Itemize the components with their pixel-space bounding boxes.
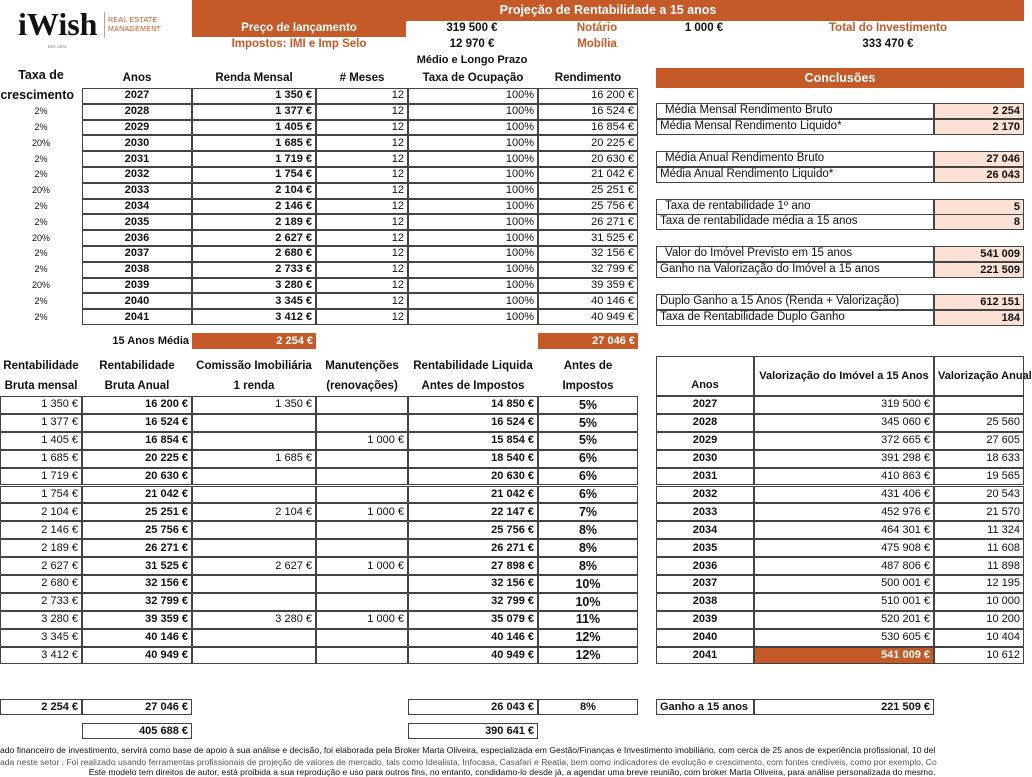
logo-sub2: MANAGEMENT [108, 26, 162, 33]
commission-cell [192, 629, 316, 647]
months-cell: 12 [316, 293, 408, 309]
logo-wordmark: iWish [18, 6, 98, 42]
rent-cell: 3 412 € [192, 309, 316, 325]
commission-cell: 1 685 € [192, 450, 316, 468]
net-cell: 16 524 € [408, 414, 538, 432]
valuation-value: 475 908 € [754, 539, 934, 557]
valuation-annual: 10 200 [934, 611, 1024, 629]
monthly-cell: 2 146 € [0, 521, 82, 539]
avg-pretax: 8% [538, 699, 638, 715]
growth-header-2: crescimento [0, 87, 74, 102]
total-annual: 405 688 € [82, 723, 192, 739]
net-cell: 22 147 € [408, 503, 538, 521]
taxes-value: 12 970 € [449, 38, 495, 51]
logo-sub1: REAL ESTATE [108, 17, 158, 24]
avg-annual: 27 046 € [82, 699, 192, 715]
occupancy-cell: 100% [408, 104, 538, 120]
months-cell: 12 [316, 120, 408, 136]
growth-rate: 2% [34, 311, 48, 322]
monthly-cell: 2 627 € [0, 557, 82, 575]
conclusion-label: Média Anual Rendimento Liquido* [656, 167, 934, 183]
conclusion-label: Média Anual Rendimento Bruto [656, 151, 934, 167]
conclusion-value: 5 [934, 199, 1024, 215]
year-cell: 2038 [82, 262, 192, 278]
valuation-annual: 27 605 [934, 432, 1024, 450]
maintenance-cell [316, 575, 408, 593]
year-cell: 2032 [82, 167, 192, 183]
rent-cell: 2 733 € [192, 262, 316, 278]
conclusion-label: Taxa de rentabilidade 1º ano [656, 199, 934, 215]
monthly-cell: 2 104 € [0, 503, 82, 521]
maintenance-cell: 1 000 € [316, 611, 408, 629]
year-cell: 2031 [82, 151, 192, 167]
monthly-cell: 3 280 € [0, 611, 82, 629]
pretax-cell: 10% [538, 593, 638, 611]
monthly-cell: 3 412 € [0, 647, 82, 665]
valuation-year: 2040 [656, 629, 754, 647]
net-cell: 20 630 € [408, 468, 538, 486]
rent-cell: 1 685 € [192, 135, 316, 151]
rent-cell: 1 754 € [192, 167, 316, 183]
annual-cell: 21 042 € [82, 486, 192, 504]
occupancy-cell: 100% [408, 293, 538, 309]
year-cell: 2028 [82, 104, 192, 120]
maintenance-cell [316, 539, 408, 557]
notary-label: Notário [576, 22, 618, 35]
valuation-value: 410 863 € [754, 468, 934, 486]
income-cell: 32 156 € [538, 246, 638, 262]
annual-cell: 40 949 € [82, 647, 192, 665]
valuation-year: 2030 [656, 450, 754, 468]
monthly-cell: 2 680 € [0, 575, 82, 593]
annual-cell: 20 225 € [82, 450, 192, 468]
pretax-cell: 11% [538, 611, 638, 629]
growth-rate: 20% [31, 185, 50, 196]
year-cell: 2039 [82, 278, 192, 294]
income-cell: 21 042 € [538, 167, 638, 183]
avg-income: 27 046 € [538, 333, 638, 349]
net-cell: 35 079 € [408, 611, 538, 629]
growth-rate: 2% [34, 295, 48, 306]
growth-rate: 2% [34, 200, 48, 211]
annual-cell: 16 524 € [82, 414, 192, 432]
valuation-annual: 20 543 [934, 486, 1024, 504]
occupancy-cell: 100% [408, 214, 538, 230]
net-cell: 15 854 € [408, 432, 538, 450]
furniture-label: Mobília [577, 38, 617, 51]
commission-cell: 1 350 € [192, 396, 316, 414]
annual-cell: 20 630 € [82, 468, 192, 486]
net-cell: 25 756 € [408, 521, 538, 539]
months-cell: 12 [316, 230, 408, 246]
growth-rate [0, 88, 82, 104]
year-cell: 2036 [82, 230, 192, 246]
total-investment-label: Total do Investimento [829, 22, 947, 35]
valuation-year: 2031 [656, 468, 754, 486]
valuation-annual: 25 560 [934, 414, 1024, 432]
rent-cell: 1 350 € [192, 88, 316, 104]
months-cell: 12 [316, 278, 408, 294]
logo-subtitle [108, 16, 161, 34]
logo-divider [104, 12, 105, 38]
years-header: Anos [122, 72, 152, 85]
conclusion-label: Média Mensal Rendimento Liquido* [656, 119, 934, 135]
occupancy-header: Taxa de Ocupação [422, 72, 524, 85]
valuation-value: 345 060 € [754, 414, 934, 432]
maintenance-cell [316, 414, 408, 432]
gain-label: Ganho a 15 anos [656, 699, 754, 715]
months-cell: 12 [316, 262, 408, 278]
valuation-year: 2033 [656, 503, 754, 521]
conclusion-value: 26 043 [934, 167, 1024, 183]
commission-cell [192, 647, 316, 665]
income-cell: 40 949 € [538, 309, 638, 325]
income-cell: 16 524 € [538, 104, 638, 120]
valuation-years-header: Anos [656, 356, 754, 396]
pretax-cell: 5% [538, 432, 638, 450]
monthly-cell: 2 189 € [0, 539, 82, 557]
rent-cell: 2 146 € [192, 199, 316, 215]
occupancy-cell: 100% [408, 262, 538, 278]
annual-cell: 32 156 € [82, 575, 192, 593]
commission-cell [192, 486, 316, 504]
occupancy-cell: 100% [408, 246, 538, 262]
annual-header-1: Rentabilidade [99, 360, 175, 373]
valuation-value: 391 298 € [754, 450, 934, 468]
net-cell: 32 156 € [408, 575, 538, 593]
maint-header-2: (renovações) [326, 380, 398, 393]
net-cell: 40 949 € [408, 647, 538, 665]
conclusion-value: 612 151 [934, 294, 1024, 310]
rent-header: Renda Mensal [215, 72, 293, 85]
total-investment-value: 333 470 € [862, 38, 914, 51]
year-cell: 2035 [82, 214, 192, 230]
months-cell: 12 [316, 309, 408, 325]
income-cell: 25 251 € [538, 183, 638, 199]
rent-cell: 2 680 € [192, 246, 316, 262]
monthly-cell: 1 405 € [0, 432, 82, 450]
pretax-cell: 12% [538, 629, 638, 647]
annual-cell: 16 854 € [82, 432, 192, 450]
pretax-cell: 5% [538, 396, 638, 414]
section-title: Médio e Longo Prazo [416, 53, 528, 66]
growth-rate: 20% [31, 137, 50, 148]
months-cell: 12 [316, 214, 408, 230]
logo-est: EST. 1970 [48, 44, 67, 49]
valuation-value: 372 665 € [754, 432, 934, 450]
valuation-value: 500 001 € [754, 575, 934, 593]
valuation-annual: 11 898 [934, 557, 1024, 575]
net-cell: 27 898 € [408, 557, 538, 575]
valuation-year: 2038 [656, 593, 754, 611]
year-cell: 2040 [82, 293, 192, 309]
valuation-annual: 21 570 [934, 503, 1024, 521]
maintenance-cell: 1 000 € [316, 503, 408, 521]
pretax-cell: 6% [538, 468, 638, 486]
valuation-annual: 11 608 [934, 539, 1024, 557]
occupancy-cell: 100% [408, 167, 538, 183]
conclusion-label: Taxa de Rentabilidade Duplo Ganho [656, 310, 934, 326]
occupancy-cell: 100% [408, 199, 538, 215]
annual-cell: 16 200 € [82, 396, 192, 414]
commission-cell: 2 627 € [192, 557, 316, 575]
disclaimer-line-1: ado financeiro de investimento, servirá como base de apoio à sua análise e decisão, foi elaborada pela Broker Marta Oliveira, especializada em Gestão/Finanças e Investimento imobiliário, com cerca de 25 anos de experiência profissional, 10 del [0, 745, 936, 755]
maintenance-cell [316, 593, 408, 611]
occupancy-cell: 100% [408, 230, 538, 246]
pretax-header-2: Impostos [562, 380, 614, 393]
monthly-header-1: Rentabilidade [3, 360, 79, 373]
annual-cell: 40 146 € [82, 629, 192, 647]
conclusion-value: 27 046 [934, 151, 1024, 167]
conclusion-value: 2 254 [934, 103, 1024, 119]
pretax-cell: 7% [538, 503, 638, 521]
income-cell: 20 630 € [538, 151, 638, 167]
valuation-value: 510 001 € [754, 593, 934, 611]
valuation-value: 319 500 € [754, 396, 934, 414]
net-cell: 40 146 € [408, 629, 538, 647]
valuation-value: 520 201 € [754, 611, 934, 629]
valuation-value: 464 301 € [754, 521, 934, 539]
commission-cell [192, 432, 316, 450]
growth-rate: 2% [34, 106, 48, 117]
months-cell: 12 [316, 135, 408, 151]
rent-cell: 2 627 € [192, 230, 316, 246]
commission-header-1: Comissão Imobiliária [196, 360, 312, 373]
conclusion-label: Ganho na Valorização do Imóvel a 15 anos [656, 262, 934, 278]
commission-header-2: 1 renda [233, 380, 275, 393]
commission-cell [192, 539, 316, 557]
commission-cell [192, 593, 316, 611]
pretax-cell: 6% [538, 450, 638, 468]
conclusion-value: 541 009 [934, 246, 1024, 262]
valuation-value: 452 976 € [754, 503, 934, 521]
occupancy-cell: 100% [408, 88, 538, 104]
maintenance-cell [316, 450, 408, 468]
months-cell: 12 [316, 246, 408, 262]
valuation-annual-header: Valorização Anual [934, 356, 1024, 396]
annual-cell: 31 525 € [82, 557, 192, 575]
conclusion-label: Média Mensal Rendimento Bruto [656, 103, 934, 119]
monthly-cell: 2 733 € [0, 593, 82, 611]
avg-rent: 2 254 € [192, 333, 316, 349]
rent-cell: 1 377 € [192, 104, 316, 120]
maintenance-cell [316, 486, 408, 504]
growth-rate: 2% [34, 121, 48, 132]
valuation-annual: 11 324 [934, 521, 1024, 539]
conclusion-value: 221 509 [934, 262, 1024, 278]
launch-price-value: 319 500 € [446, 22, 498, 35]
pretax-cell: 10% [538, 575, 638, 593]
gain-value: 221 509 € [754, 699, 934, 715]
monthly-cell: 1 377 € [0, 414, 82, 432]
pretax-cell: 8% [538, 521, 638, 539]
growth-header-1: Taxa de [18, 67, 64, 82]
pretax-cell: 12% [538, 647, 638, 665]
income-cell: 25 756 € [538, 199, 638, 215]
maintenance-cell [316, 647, 408, 665]
valuation-value: 541 009 € [754, 647, 934, 665]
income-cell: 20 225 € [538, 135, 638, 151]
valuation-year: 2041 [656, 647, 754, 665]
valuation-year: 2035 [656, 539, 754, 557]
rent-cell: 1 405 € [192, 120, 316, 136]
page-title: Projeção de Rentabilidade a 15 anos [192, 0, 1024, 21]
net-cell: 21 042 € [408, 486, 538, 504]
conclusion-value: 2 170 [934, 119, 1024, 135]
annual-cell: 26 271 € [82, 539, 192, 557]
valuation-year: 2036 [656, 557, 754, 575]
annual-cell: 39 359 € [82, 611, 192, 629]
growth-rate: 20% [31, 279, 50, 290]
occupancy-cell: 100% [408, 135, 538, 151]
maintenance-cell: 1 000 € [316, 432, 408, 450]
valuation-value-header: Valorização do Imóvel a 15 Anos [754, 356, 934, 396]
avg-label: 15 Anos Média [112, 334, 189, 347]
conclusion-value: 8 [934, 214, 1024, 230]
commission-cell [192, 414, 316, 432]
rent-cell: 3 345 € [192, 293, 316, 309]
disclaimer-line-2: ada neste setor . Foi realizado usando ferramentas profissionais de projeção de valores de mercado, tais como Idealista, Infocasa, Casafari e Reatia, bem como indicadores de evolução e crescimento, com fontes credíveis, como por exemplo, Co [0, 757, 937, 767]
total-net: 390 641 € [408, 723, 538, 739]
growth-rate: 2% [34, 169, 48, 180]
monthly-cell: 1 754 € [0, 486, 82, 504]
commission-cell: 3 280 € [192, 611, 316, 629]
valuation-year: 2027 [656, 396, 754, 414]
months-cell: 12 [316, 183, 408, 199]
year-cell: 2027 [82, 88, 192, 104]
monthly-cell: 1 350 € [0, 396, 82, 414]
income-cell: 31 525 € [538, 230, 638, 246]
launch-price-label: Preço de lançamento [192, 21, 406, 37]
rent-cell: 1 719 € [192, 151, 316, 167]
notary-value: 1 000 € [684, 22, 724, 35]
occupancy-cell: 100% [408, 151, 538, 167]
annual-header-2: Bruta Anual [104, 380, 170, 393]
commission-cell [192, 468, 316, 486]
net-cell: 32 799 € [408, 593, 538, 611]
months-cell: 12 [316, 151, 408, 167]
valuation-year: 2034 [656, 521, 754, 539]
occupancy-cell: 100% [408, 278, 538, 294]
commission-cell: 2 104 € [192, 503, 316, 521]
growth-rate: 2% [34, 248, 48, 259]
pretax-cell: 8% [538, 557, 638, 575]
pretax-cell: 8% [538, 539, 638, 557]
income-cell: 39 359 € [538, 278, 638, 294]
income-cell: 16 200 € [538, 88, 638, 104]
conclusion-label: Duplo Ganho a 15 Anos (Renda + Valorização) [656, 294, 934, 310]
valuation-annual: 10 000 [934, 593, 1024, 611]
valuation-annual: 12 195 [934, 575, 1024, 593]
income-header: Rendimento [554, 72, 622, 85]
months-header: # Meses [339, 72, 385, 85]
maintenance-cell: 1 000 € [316, 557, 408, 575]
year-cell: 2034 [82, 199, 192, 215]
maintenance-cell [316, 468, 408, 486]
occupancy-cell: 100% [408, 309, 538, 325]
maintenance-cell [316, 396, 408, 414]
pretax-header-1: Antes de [563, 360, 613, 373]
avg-monthly: 2 254 € [0, 699, 82, 715]
valuation-annual: 18 633 [934, 450, 1024, 468]
net-cell: 18 540 € [408, 450, 538, 468]
income-cell: 26 271 € [538, 214, 638, 230]
commission-cell [192, 575, 316, 593]
rent-cell: 3 280 € [192, 278, 316, 294]
net-cell: 14 850 € [408, 396, 538, 414]
rent-cell: 2 104 € [192, 183, 316, 199]
taxes-label: Impostos: IMI e Imp Selo [231, 38, 367, 51]
growth-rate: 2% [34, 216, 48, 227]
valuation-value: 487 806 € [754, 557, 934, 575]
annual-cell: 25 756 € [82, 521, 192, 539]
valuation-annual: 19 565 [934, 468, 1024, 486]
valuation-year: 2028 [656, 414, 754, 432]
avg-net: 26 043 € [408, 699, 538, 715]
pretax-cell: 6% [538, 486, 638, 504]
rent-cell: 2 189 € [192, 214, 316, 230]
monthly-cell: 1 719 € [0, 468, 82, 486]
maintenance-cell [316, 629, 408, 647]
year-cell: 2041 [82, 309, 192, 325]
year-cell: 2029 [82, 120, 192, 136]
months-cell: 12 [316, 104, 408, 120]
valuation-year: 2039 [656, 611, 754, 629]
income-cell: 16 854 € [538, 120, 638, 136]
maintenance-cell [316, 521, 408, 539]
monthly-cell: 3 345 € [0, 629, 82, 647]
growth-rate: 2% [34, 153, 48, 164]
year-cell: 2037 [82, 246, 192, 262]
valuation-value: 431 406 € [754, 486, 934, 504]
conclusion-label: Valor do Imóvel Previsto em 15 anos [656, 246, 934, 262]
income-cell: 40 146 € [538, 293, 638, 309]
pretax-cell: 5% [538, 414, 638, 432]
monthly-header-2: Bruta mensal [4, 380, 78, 393]
months-cell: 12 [316, 88, 408, 104]
valuation-annual: 10 404 [934, 629, 1024, 647]
occupancy-cell: 100% [408, 120, 538, 136]
annual-cell: 32 799 € [82, 593, 192, 611]
income-cell: 32 799 € [538, 262, 638, 278]
valuation-annual: 10 612 [934, 647, 1024, 665]
valuation-year: 2037 [656, 575, 754, 593]
conclusions-title: Conclusões [656, 68, 1024, 88]
valuation-annual [934, 396, 1024, 414]
year-cell: 2033 [82, 183, 192, 199]
conclusion-label: Taxa de rentabilidade média a 15 anos [656, 214, 934, 230]
valuation-year: 2032 [656, 486, 754, 504]
growth-rate: 20% [31, 232, 50, 243]
months-cell: 12 [316, 167, 408, 183]
year-cell: 2030 [82, 135, 192, 151]
net-cell: 26 271 € [408, 539, 538, 557]
maint-header-1: Manutenções [325, 360, 399, 373]
monthly-cell: 1 685 € [0, 450, 82, 468]
occupancy-cell: 100% [408, 183, 538, 199]
valuation-year: 2029 [656, 432, 754, 450]
commission-cell [192, 521, 316, 539]
disclaimer-line-3: Este modelo tem direitos de autor, está proibida a sua reprodução e uso para outros fins, no entanto, condidamo-lo desde já, a agendar uma breve reunião, com broker Marta Oliveira, para análise personalizada do mesmo. [88, 767, 936, 777]
net-header-2: Antes de Impostos [421, 380, 525, 393]
annual-cell: 25 251 € [82, 503, 192, 521]
growth-rate: 2% [34, 264, 48, 275]
valuation-value: 530 605 € [754, 629, 934, 647]
months-cell: 12 [316, 199, 408, 215]
net-header-1: Rentabilidade Liquida [413, 360, 533, 373]
conclusion-value: 184 [934, 310, 1024, 326]
